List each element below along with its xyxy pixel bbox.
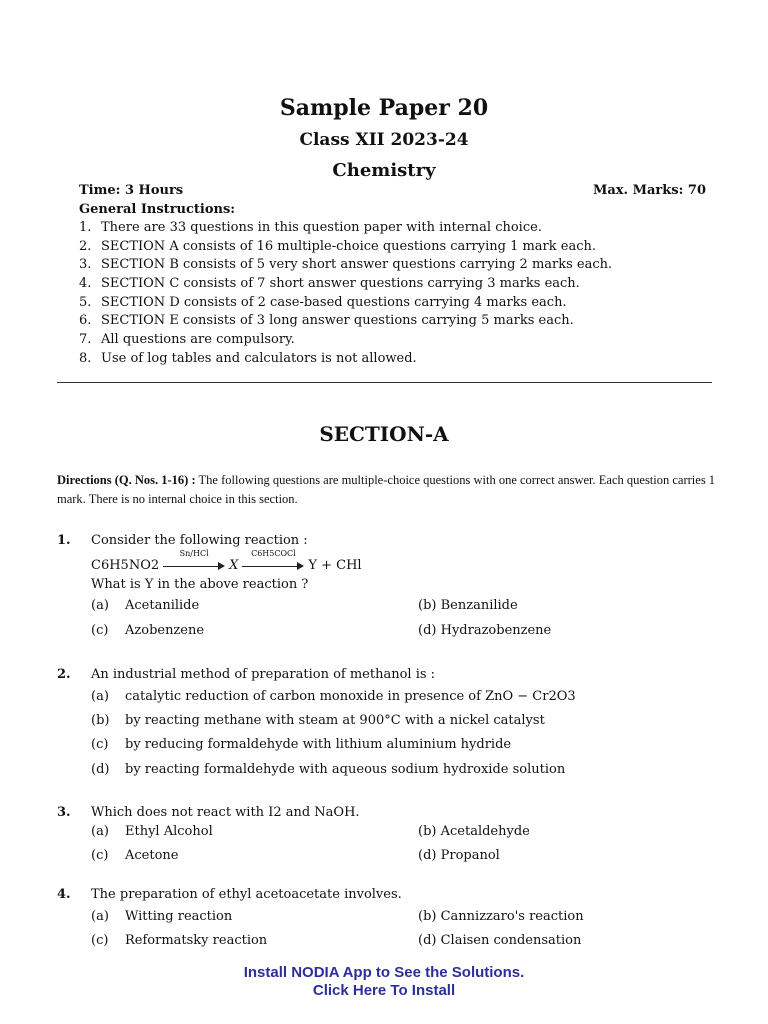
time-label: Time: 3 Hours: [79, 183, 184, 198]
class-line: Class XII 2023-24: [299, 130, 469, 150]
section-directions: [57, 471, 717, 509]
option-text: Witting reaction: [125, 909, 233, 924]
divider: [57, 382, 712, 383]
install-app-link[interactable]: Install NODIA App to See the Solutions.: [243, 964, 525, 981]
instruction-item: [79, 350, 612, 369]
option-b[interactable]: [91, 713, 545, 728]
instruction-item: [79, 312, 612, 331]
question-3: [57, 805, 717, 865]
instruction-item: [79, 219, 612, 238]
instruction-text: Use of log tables and calculators is not allowed.: [101, 350, 417, 366]
instruction-number: 8.: [79, 350, 92, 366]
option-c[interactable]: [91, 623, 204, 638]
option-text: by reducing formaldehyde with lithium aluminium hydride: [125, 737, 512, 752]
instruction-number: 6.: [79, 313, 92, 329]
option-text: by reacting methane with steam at 900°C with a nickel catalyst: [125, 713, 545, 728]
option-d[interactable]: [418, 933, 581, 948]
option-label: (c): [91, 848, 109, 863]
question-4: [57, 887, 717, 947]
option-d[interactable]: [91, 762, 565, 777]
option-a[interactable]: [91, 909, 232, 924]
option-label: (b): [418, 824, 437, 839]
instruction-item: [79, 294, 612, 313]
option-b[interactable]: [418, 909, 584, 924]
instruction-text: SECTION B consists of 5 very short answer questions carrying 2 marks each.: [101, 257, 613, 273]
option-label: (b): [418, 909, 437, 924]
instruction-number: 5.: [79, 294, 92, 310]
reactant: C6H5NO2: [91, 558, 160, 573]
instructions-list: [79, 219, 612, 369]
max-marks-label: Max. Marks: 70: [592, 183, 706, 198]
option-label: (d): [418, 848, 437, 863]
intermediate: X: [229, 558, 239, 573]
option-c[interactable]: [91, 933, 267, 948]
option-label: (a): [91, 909, 109, 924]
option-c[interactable]: [91, 737, 511, 752]
question-number: 2.: [57, 667, 71, 682]
install-app-banner[interactable]: [0, 964, 768, 1000]
option-label: (d): [418, 623, 437, 638]
option-text: by reacting formaldehyde with aqueous sodium hydroxide solution: [125, 762, 566, 777]
option-text: Acetaldehyde: [440, 824, 530, 839]
question-number: 1.: [57, 533, 71, 548]
option-d[interactable]: [418, 848, 500, 863]
instruction-item: [79, 256, 612, 275]
option-b[interactable]: [418, 824, 530, 839]
click-to-install-link[interactable]: Click Here To Install: [312, 982, 456, 999]
instruction-item: [79, 331, 612, 350]
section-title: SECTION-A: [319, 422, 449, 446]
question-text: Consider the following reaction :: [91, 533, 308, 548]
directions-text: The following questions are multiple-choice questions with one correct answer. Each question carries 1 mark. There is no internal choice in this section.: [57, 473, 716, 506]
question-2: [57, 667, 717, 777]
option-text: Hydrazobenzene: [440, 623, 552, 638]
option-a[interactable]: [91, 598, 199, 613]
instruction-item: [79, 275, 612, 294]
reaction-arrow-icon: [163, 548, 225, 571]
option-text: Propanol: [440, 848, 500, 863]
paper-title: Sample Paper 20: [279, 95, 489, 121]
option-label: (b): [91, 713, 110, 728]
option-label: (c): [91, 623, 109, 638]
option-label: (a): [91, 598, 109, 613]
option-label: (a): [91, 689, 109, 704]
reagent-label: C6H5COCl: [251, 548, 296, 558]
option-text: Benzanilide: [440, 598, 518, 613]
directions-label: Directions (Q. Nos. 1-16) :: [57, 473, 196, 487]
option-text: Acetone: [125, 848, 179, 863]
option-text: Acetanilide: [125, 598, 200, 613]
question-number: 3.: [57, 805, 71, 820]
instruction-number: 7.: [79, 332, 92, 348]
option-a[interactable]: [91, 689, 576, 704]
question-1: [57, 533, 717, 643]
question-number: 4.: [57, 887, 71, 902]
instruction-text: There are 33 questions in this question paper with internal choice.: [101, 220, 542, 235]
option-b[interactable]: [418, 598, 518, 613]
subject-title: Chemistry: [332, 160, 436, 181]
instruction-text: All questions are compulsory.: [101, 332, 295, 348]
instruction-text: SECTION A consists of 16 multiple-choice questions carrying 1 mark each.: [101, 238, 597, 254]
option-label: (a): [91, 824, 109, 839]
instruction-number: 1.: [79, 220, 92, 235]
reaction-arrow-icon: [242, 548, 304, 571]
instruction-text: SECTION C consists of 7 short answer questions carrying 3 marks each.: [101, 276, 580, 292]
question-ask: What is Y in the above reaction ?: [91, 577, 309, 592]
option-label: (b): [418, 598, 437, 613]
option-text: Reformatsky reaction: [125, 933, 268, 948]
option-a[interactable]: [91, 824, 213, 839]
option-text: Cannizzaro's reaction: [440, 909, 584, 924]
product: Y + CHl: [308, 558, 362, 573]
option-text: Ethyl Alcohol: [125, 824, 213, 839]
instruction-text: SECTION E consists of 3 long answer questions carrying 5 marks each.: [101, 313, 574, 329]
question-text: Which does not react with I2 and NaOH.: [91, 805, 360, 820]
option-d[interactable]: [418, 623, 551, 638]
option-c[interactable]: [91, 848, 178, 863]
question-text: The preparation of ethyl acetoacetate involves.: [91, 887, 402, 902]
option-label: (d): [418, 933, 437, 948]
option-text: catalytic reduction of carbon monoxide in presence of ZnO − Cr2O3: [125, 689, 576, 704]
instruction-item: [79, 238, 612, 257]
reaction-equation: [91, 548, 362, 573]
option-label: (c): [91, 933, 109, 948]
question-text: An industrial method of preparation of methanol is :: [91, 667, 436, 682]
reagent-label: Sn/HCl: [179, 548, 209, 558]
option-text: Claisen condensation: [440, 933, 582, 948]
instruction-number: 3.: [79, 257, 92, 273]
instruction-text: SECTION D consists of 2 case-based questions carrying 4 marks each.: [101, 294, 567, 310]
option-label: (d): [91, 762, 110, 777]
instruction-number: 2.: [79, 238, 92, 254]
option-text: Azobenzene: [125, 623, 205, 638]
instruction-number: 4.: [79, 276, 92, 292]
instructions-heading: General Instructions:: [79, 202, 236, 217]
option-label: (c): [91, 737, 109, 752]
